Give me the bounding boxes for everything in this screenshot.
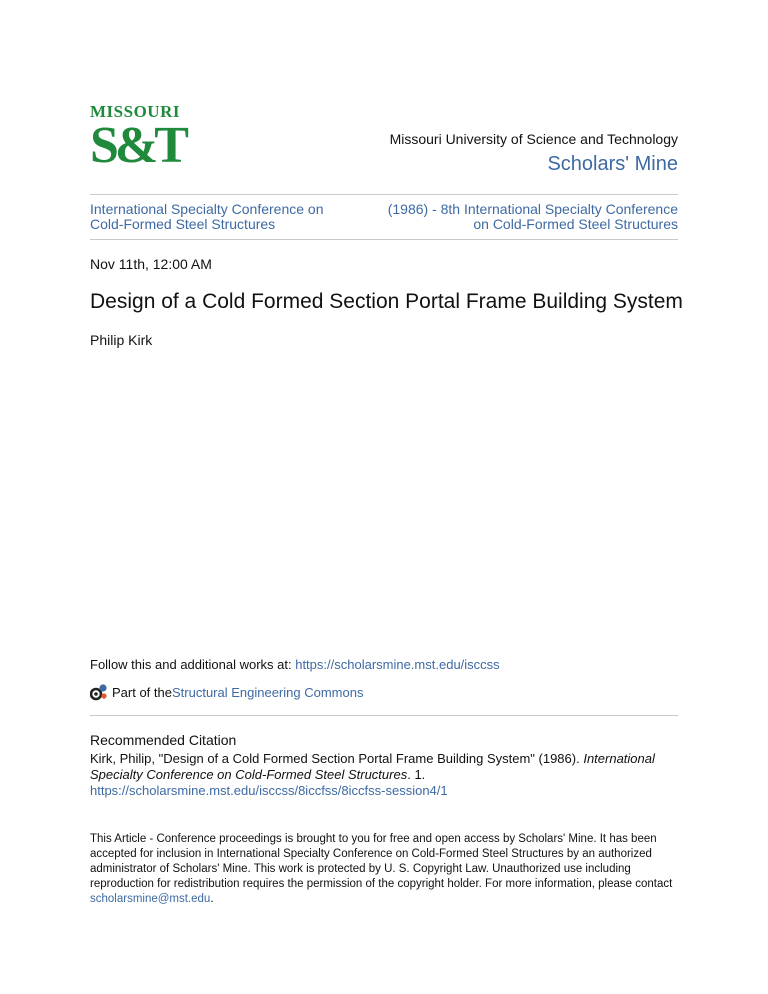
license-end: . [210, 893, 214, 905]
part-of-prefix: Part of the [112, 684, 172, 700]
item-author: Philip Kirk [90, 332, 153, 348]
citation-heading: Recommended Citation [90, 732, 237, 748]
repository-link[interactable]: Scholars' Mine [547, 153, 678, 175]
logo-wordmark: MISSOURI [90, 102, 180, 121]
license-statement [90, 832, 680, 907]
breadcrumb-event-link[interactable]: (1986) - 8th International Specialty Conference on Cold-Formed Steel Structures [387, 201, 678, 232]
citation-text: Kirk, Philip, "Design of a Cold Formed Section Portal Frame Building System" (1986). [90, 751, 584, 766]
citation-body [90, 751, 680, 799]
item-title: Design of a Cold Formed Section Portal Frame Building System [90, 290, 683, 313]
part-of-line [90, 683, 363, 701]
follow-prefix: Follow this and additional works at: [90, 657, 296, 672]
divider [90, 239, 678, 240]
citation-series: International Specialty Conference on Cold-Formed Steel Structures [90, 751, 655, 782]
divider [90, 715, 678, 716]
citation-end: . 1. [407, 767, 426, 782]
divider [90, 194, 678, 195]
collection-link[interactable]: https://scholarsmine.mst.edu/isccss [295, 657, 500, 672]
logo-st-mark: S&T [90, 117, 185, 174]
license-text: This Article - Conference proceedings is brought to you for free and open access by Scholars' Mine. It has been accepted for inclusion in International Specialty Conference on Cold-Formed Steel Structures by an authorized administrator of Scholars' Mine. This work is protected by U. S. Copyright Law. Unauthorized use including reproduction for redistribution requires the permission of the copyright holder. For more information, please contact [90, 833, 673, 890]
item-date: Nov 11th, 12:00 AM [90, 256, 212, 272]
citation-url-link[interactable]: https://scholarsmine.mst.edu/isccss/8iccfss/8iccfss-session4/1 [90, 783, 448, 798]
contact-email-link[interactable]: scholarsmine@mst.edu [90, 893, 211, 905]
discipline-link[interactable]: Structural Engineering Commons [171, 684, 364, 700]
breadcrumb-series-link[interactable]: International Specialty Conference on Cold-Formed Steel Structures [90, 201, 324, 232]
follow-line [90, 657, 500, 672]
university-logo [90, 102, 185, 176]
institution-name: Missouri University of Science and Technology [389, 131, 678, 147]
commons-network-icon [90, 683, 108, 701]
